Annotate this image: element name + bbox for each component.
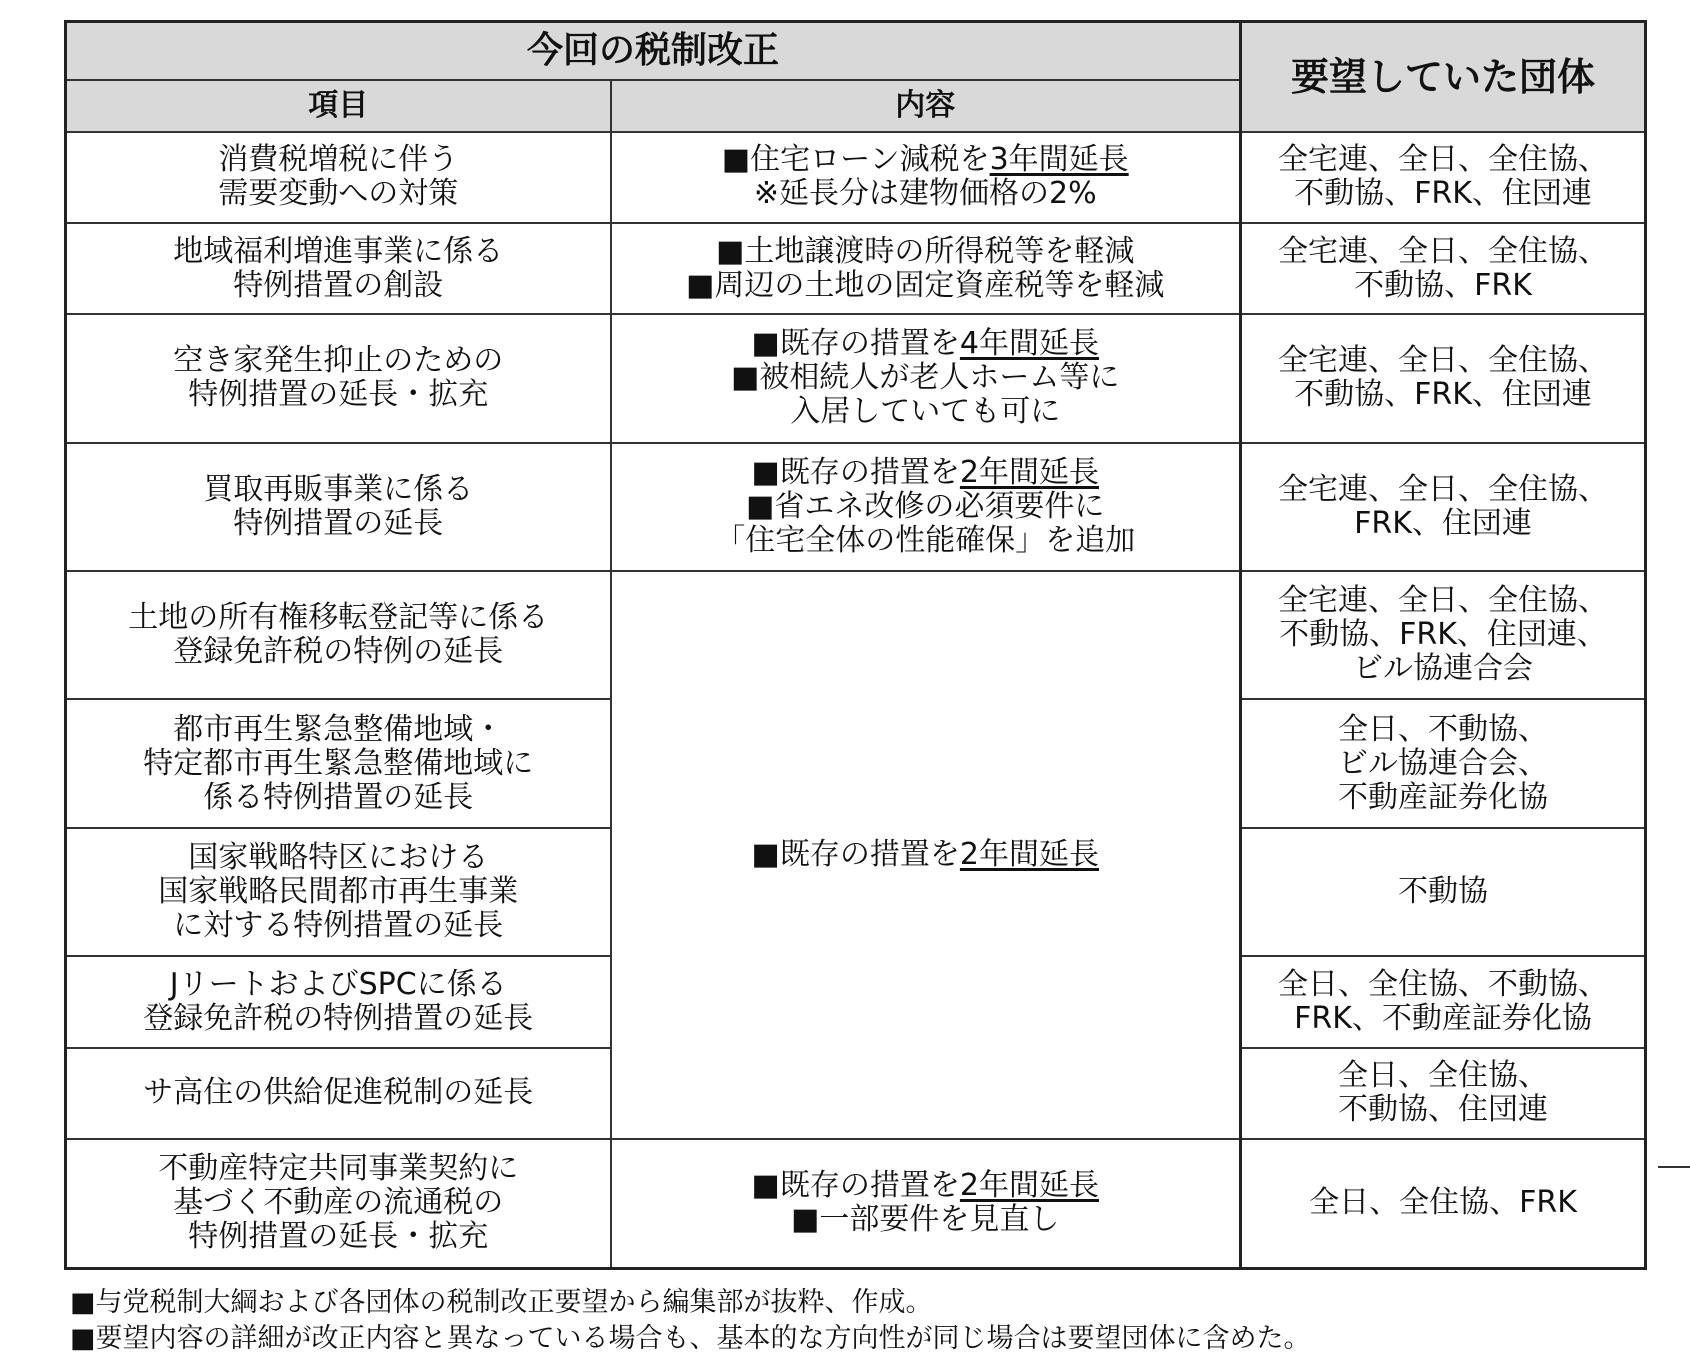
footnote: ■要望内容の詳細が改正内容と異なっている場合も、基本的な方向性が同じ場合は要望団体に含めた。 — [70, 1323, 1311, 1354]
group-line: 不動産証券化協 — [1338, 779, 1549, 815]
item-line: 特定都市再生緊急整備地域に — [143, 745, 534, 781]
item-cell — [66, 314, 611, 442]
item-cell — [66, 223, 611, 314]
item-header: 項目 — [66, 80, 611, 132]
content-cell — [611, 1139, 1241, 1269]
item-line: 登録免許税の特例措置の延長 — [143, 1000, 534, 1036]
item-line: 国家戦略特区における — [188, 839, 489, 875]
item-cell — [66, 443, 611, 571]
item-line: 消費税増税に伴う — [218, 142, 459, 178]
item-cell — [66, 571, 611, 699]
content-line: ■一部要件を見直し — [791, 1202, 1060, 1238]
groups-cell — [1241, 1048, 1646, 1139]
underlined-term: 2年間延長 — [959, 1168, 1099, 1204]
group-line: 全宅連、全日、全住協、 — [1278, 343, 1609, 379]
footnotes — [70, 1285, 1650, 1357]
table-row — [66, 132, 1646, 223]
item-cell — [66, 956, 611, 1047]
content-line: ■被相続人が老人ホーム等に — [731, 360, 1120, 396]
item-cell — [66, 699, 611, 827]
tax-reform-table — [64, 20, 1647, 1270]
group-line: 不動協、FRK、住団連、 — [1279, 617, 1607, 653]
content-line: 「住宅全体の性能確保」を追加 — [715, 522, 1136, 558]
item-cell — [66, 1048, 611, 1139]
underlined-term: 2年間延長 — [959, 454, 1099, 490]
item-line: 買取再販事業に係る — [203, 471, 474, 507]
groups-header: 要望していた団体 — [1241, 22, 1646, 132]
content-cell — [611, 443, 1241, 571]
group-line: 全宅連、全日、全住協、 — [1278, 142, 1609, 178]
content-cell — [611, 223, 1241, 314]
table-row — [66, 1139, 1646, 1269]
item-line: 都市再生緊急整備地域・ — [173, 711, 504, 747]
groups-cell — [1241, 571, 1646, 699]
item-line: 特例措置の創設 — [233, 267, 444, 303]
group-line: ビル協連合会 — [1353, 651, 1534, 687]
groups-cell — [1241, 223, 1646, 314]
underlined-term: 2年間延長 — [959, 836, 1099, 872]
content-line: ■既存の措置を2年間延長 — [751, 454, 1099, 490]
content-line: ■住宅ローン減税を3年間延長 — [721, 142, 1129, 178]
content-line: ■土地譲渡時の所得税等を軽減 — [716, 233, 1135, 269]
underlined-term: 4年間延長 — [959, 326, 1099, 362]
content-line: ■既存の措置を4年間延長 — [751, 326, 1099, 362]
group-line: FRK、住団連 — [1354, 505, 1532, 541]
item-cell — [66, 828, 611, 956]
item-line: 特例措置の延長・拡充 — [188, 1219, 489, 1255]
groups-cell — [1241, 443, 1646, 571]
content-line: ■省エネ改修の必須要件に — [746, 488, 1105, 524]
content-header: 内容 — [611, 80, 1241, 132]
table-row — [66, 314, 1646, 442]
group-line: 全日、不動協、 — [1338, 711, 1549, 747]
group-line: 不動協、FRK、住団連 — [1294, 377, 1592, 413]
group-line: 全日、全住協、不動協、 — [1278, 966, 1609, 1002]
item-cell — [66, 132, 611, 223]
item-line: 地域福利増進事業に係る — [173, 233, 504, 269]
groups-cell — [1241, 314, 1646, 442]
item-line: 土地の所有権移転登記等に係る — [128, 600, 549, 636]
group-line: 全宅連、全日、全住協、 — [1278, 583, 1609, 619]
item-line: に対する特例措置の延長 — [173, 907, 504, 943]
item-line: サ高住の供給促進税制の延長 — [143, 1075, 534, 1111]
item-line: 基づく不動産の流通税の — [173, 1185, 504, 1221]
groups-cell — [1241, 699, 1646, 827]
group-line: 不動協、住団連 — [1338, 1092, 1549, 1128]
group-line: 全宅連、全日、全住協、 — [1278, 233, 1609, 269]
item-line: 係る特例措置の延長 — [203, 779, 474, 815]
group-line: ビル協連合会、 — [1338, 745, 1549, 781]
table-row — [66, 223, 1646, 314]
content-line: 入居していても可に — [790, 394, 1061, 430]
content-line: ■既存の措置を2年間延長 — [751, 1168, 1099, 1204]
group-line: 全日、全住協、FRK — [1309, 1185, 1577, 1221]
group-line: 全宅連、全日、全住協、 — [1278, 471, 1609, 507]
item-line: 国家戦略民間都市再生事業 — [158, 873, 519, 909]
item-line: 空き家発生抑止のための — [173, 343, 504, 379]
content-line: ■周辺の土地の固定資産税等を軽減 — [686, 267, 1165, 303]
item-line: JリートおよびSPCに係る — [169, 966, 507, 1002]
groups-cell — [1241, 1139, 1646, 1269]
groups-cell — [1241, 132, 1646, 223]
merged-content-cell — [611, 571, 1241, 1139]
underlined-term: 3年間延長 — [989, 142, 1129, 178]
item-line: 不動産特定共同事業契約に — [158, 1151, 519, 1187]
footnote: ■与党税制大綱および各団体の税制改正要望から編集部が抜粋、作成。 — [70, 1287, 933, 1318]
content-cell — [611, 314, 1241, 442]
group-line: 不動協、FRK — [1354, 267, 1532, 303]
content-line: ※延長分は建物価格の2% — [753, 176, 1097, 212]
item-line: 需要変動への対策 — [218, 176, 459, 212]
group-line: FRK、不動産証券化協 — [1294, 1000, 1592, 1036]
group-line: 不動協 — [1398, 873, 1489, 909]
item-line: 特例措置の延長 — [233, 505, 444, 541]
item-cell — [66, 1139, 611, 1269]
group-line: 全日、全住協、 — [1338, 1058, 1549, 1094]
group-line: 不動協、FRK、住団連 — [1294, 176, 1592, 212]
item-line: 特例措置の延長・拡充 — [188, 377, 489, 413]
edge-rule — [1658, 1166, 1690, 1168]
item-line: 登録免許税の特例の延長 — [173, 634, 504, 670]
content-line: ■既存の措置を2年間延長 — [751, 836, 1099, 872]
content-cell — [611, 132, 1241, 223]
groups-cell — [1241, 956, 1646, 1047]
table-row — [66, 571, 1646, 699]
reform-header: 今回の税制改正 — [66, 22, 1241, 80]
table-row — [66, 443, 1646, 571]
groups-cell — [1241, 828, 1646, 956]
